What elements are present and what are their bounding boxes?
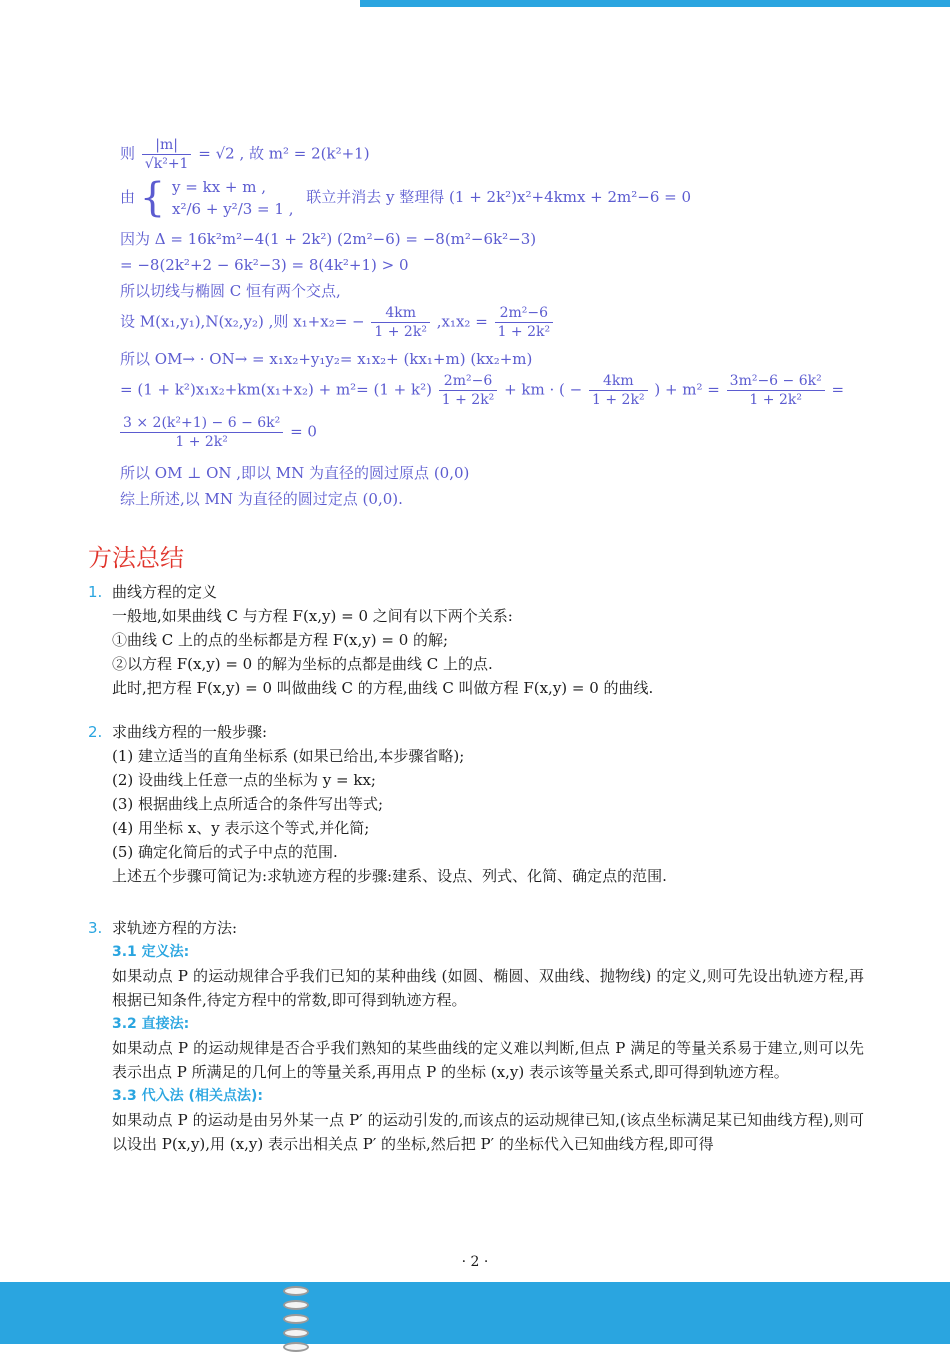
brace: { [139, 175, 166, 221]
sol-text: 联立并消去 y 整理得 (1 + 2k²)x²+4kmx + 2m²−6 = 0 [306, 188, 692, 206]
paragraph: 一般地,如果曲线 C 与方程 F(x,y) = 0 之间有以下两个关系: [112, 607, 513, 625]
sol-line-3: 因为 Δ = 16k²m²−4(1 + 2k²) (2m²−6) = −8(m²−6k²−3) [120, 230, 537, 248]
section-title: 曲线方程的定义 [112, 583, 218, 601]
sol-line-4: = −8(2k²+2 − 6k²−3) = 8(4k²+1) > 0 [120, 256, 409, 274]
sol-line-6: 设 M(x₁,y₁),N(x₂,y₂) ,则 x₁+x₂= − $\frac{4km}{\text{1 + 2k²}}$ ,x₁x₂ = $\frac{\text{2m²−6}}{\text{1 + 2k²}}$ [120, 304, 820, 346]
sol-line-5: 所以切线与椭圆 C 恒有两个交点, [120, 282, 341, 300]
sol-text: 则 [120, 144, 136, 163]
section-number: 1. [88, 583, 103, 601]
sol-text: = √2 , 故 m² = 2(k²+1) [198, 144, 370, 163]
section-heading: 方法总结 [88, 544, 184, 572]
fraction: $\frac{|m|}{\text{√k²+1}}$ [142, 136, 192, 173]
paragraph: 如果动点 P 的运动规律合乎我们已知的某种曲线 (如圆、椭圆、双曲线、抛物线) 的定义,则可先设出轨迹方程,再根据已知条件,待定方程中的常数,即可得到轨迹方程。 [112, 967, 864, 1009]
paragraph: (3) 根据曲线上点所适合的条件写出等式; [112, 795, 384, 813]
footer-bar [0, 1282, 950, 1344]
section-3 [88, 916, 864, 1156]
paragraph: (5) 确定化简后的式子中点的范围. [112, 843, 338, 861]
spiral-binding-icon [283, 1282, 309, 1344]
sol-line-7: 所以 OM→ · ON→ = x₁x₂+y₁y₂= x₁x₂+ (kx₁+m) (kx₂+m) [120, 350, 533, 368]
paragraph: 此时,把方程 F(x,y) = 0 叫做曲线 C 的方程,曲线 C 叫做方程 F(x,y) = 0 的曲线. [112, 679, 654, 697]
fraction: $\frac{\text{3m²−6 − 6k²}}{\text{1 + 2k²}}$ [727, 372, 825, 409]
paragraph: (1) 建立适当的直角坐标系 (如果已给出,本步骤省略); [112, 747, 465, 765]
paragraph: ②以方程 F(x,y) = 0 的解为坐标的点都是曲线 C 上的点. [112, 655, 493, 673]
sol-text: 由 [120, 188, 136, 206]
paragraph: 上述五个步骤可简记为:求轨迹方程的步骤:建系、设点、列式、化简、确定点的范围. [112, 867, 667, 885]
paragraph: ①曲线 C 上的点的坐标都是方程 F(x,y) = 0 的解; [112, 631, 449, 649]
fraction: $\frac{4km}{\text{1 + 2k²}}$ [589, 372, 648, 409]
subsection-title: 3.2 直接法: [112, 1016, 190, 1032]
paragraph: 如果动点 P 的运动是由另外某一点 P′ 的运动引发的,而该点的运动规律已知,(该点坐标满足某已知曲线方程),则可以设出 P(x,y),用 (x,y) 表示出相关点 P′ 的坐标,然后把 P′ 的坐标代入已知曲线方程,即可得 [112, 1111, 864, 1153]
sol-line-8: = (1 + k²)x₁x₂+km(x₁+x₂) + m²= (1 + k²) $\frac{\text{2m²−6}}{\text{1 + 2k²}}$ + km · ( − $\frac{4km}{\text{1 + 2k²}}$ ) + m² = $\frac{\text{3m²−6 − 6k²}}{\text{1 + 2k²}}$ = [120, 373, 845, 408]
sol-line-10: 所以 OM ⊥ ON ,即以 MN 为直径的圆过原点 (0,0) [120, 464, 470, 482]
paragraph: (4) 用坐标 x、y 表示这个等式,并化简; [112, 819, 370, 837]
section-number: 3. [88, 919, 103, 937]
equation-system: y = kx + m , x²/6 + y²/3 = 1 , [172, 178, 294, 218]
section-title: 求轨迹方程的方法: [112, 919, 238, 937]
solution-block [120, 136, 845, 512]
paragraph: 如果动点 P 的运动规律是否合乎我们熟知的某些曲线的定义难以判断,但点 P 满足的等量关系易于建立,则可以先表示出点 P 所满足的几何上的等量关系,再用点 P 的坐标 (x,y) 表示该等量关系式,即可得到轨迹方程。 [112, 1039, 864, 1081]
fraction: $\frac{4km}{\text{1 + 2k²}}$ [371, 304, 430, 341]
top-accent-bar [360, 0, 950, 7]
section-2 [88, 720, 667, 888]
sol-line-2 [120, 176, 820, 226]
paragraph: (2) 设曲线上任意一点的坐标为 y = kx; [112, 771, 376, 789]
section-1 [88, 580, 653, 700]
fraction: $\frac{\text{2m²−6}}{\text{1 + 2k²}}$ [495, 304, 554, 341]
subsection-title: 3.3 代入法 (相关点法): [112, 1088, 263, 1104]
sol-line-9: $\frac{\text{3 × 2(k²+1) − 6 − 6k²}}{\text{1 + 2k²}}$ = 0 [120, 414, 820, 460]
fraction: $\frac{\text{2m²−6}}{\text{1 + 2k²}}$ [439, 372, 498, 409]
section-title: 求曲线方程的一般步骤: [112, 723, 268, 741]
section-number: 2. [88, 723, 103, 741]
page-number: · 2 · [461, 1254, 489, 1270]
sol-line-11: 综上所述,以 MN 为直径的圆过定点 (0,0). [120, 490, 403, 508]
sol-line-1 [120, 136, 820, 176]
fraction: $\frac{\text{3 × 2(k²+1) − 6 − 6k²}}{\text{1 + 2k²}}$ [120, 414, 283, 451]
subsection-title: 3.1 定义法: [112, 944, 190, 960]
